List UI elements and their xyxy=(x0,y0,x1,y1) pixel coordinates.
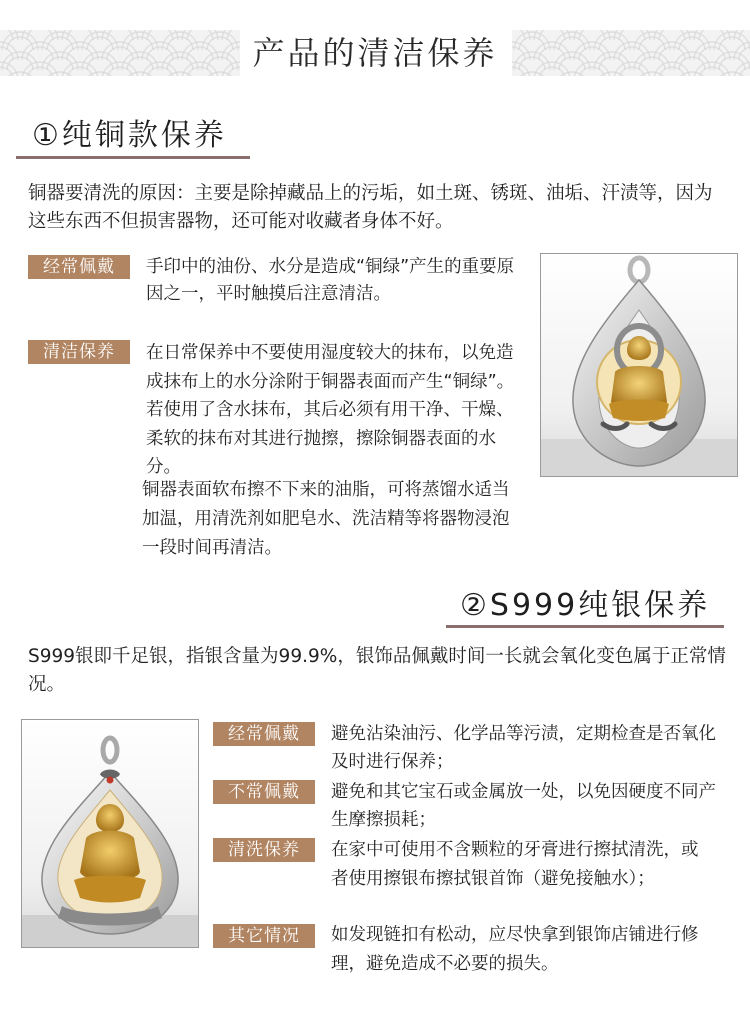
tag-clean-care: 清洁保养 xyxy=(28,340,130,364)
copper-clean-care-text: 在日常保养中不要使用湿度较大的抹布，以免造成抹布上的水分涂附于铜器表面而产生“铜绿”。若使用了含水抹布，其后必须有用干净、干燥、柔软的抹布对其进行抛擦，擦除铜器表面的水分。 xyxy=(146,343,515,477)
silver-other-situations-text: 如发现链扣有松动，应尽快拿到银饰店铺进行修理，避免造成不必要的损失。 xyxy=(331,925,699,974)
header-pattern-left xyxy=(0,30,240,76)
section-divider-copper xyxy=(16,156,250,159)
silver-intro: S999银即千足银，指银含量为99.9%，银饰品佩戴时间一长就会氧化变色属于正常情况。 xyxy=(28,646,726,695)
copper-daily-wear-text: 手印中的油份、水分是造成“铜绿”产生的重要原因之一，平时触摸后注意清洁。 xyxy=(146,257,515,304)
tag-daily-wear: 经常佩戴 xyxy=(28,255,130,279)
copper-intro: 铜器要清洗的原因：主要是除掉藏品上的污垢，如土斑、锈斑、油垢、汗渍等，因为这些东西不但损害器物，还可能对收藏者身体不好。 xyxy=(28,183,713,232)
header-pattern-right xyxy=(512,30,750,76)
tag-frequent-wear: 经常佩戴 xyxy=(213,722,315,746)
silver-pendant-image xyxy=(22,720,198,947)
silver-clean-care-text: 在家中可使用不含颗粒的牙膏进行擦拭清洗，或者使用擦银布擦拭银首饰（避免接触水）； xyxy=(331,840,699,889)
silver-frequent-wear-text: 避免沾染油污、化学品等污渍，定期检查是否氧化及时进行保养； xyxy=(331,724,716,772)
tag-infrequent-wear: 不常佩戴 xyxy=(213,780,315,804)
tag-clean-care-silver: 清洗保养 xyxy=(213,838,315,862)
section-divider-silver xyxy=(446,625,724,628)
section-title-silver: ②S999纯银保养 xyxy=(460,588,711,623)
silver-infrequent-wear-text: 避免和其它宝石或金属放一处，以免因硬度不同产生摩擦损耗； xyxy=(331,782,716,830)
copper-pendant-photo xyxy=(540,253,738,477)
silver-pendant-photo xyxy=(21,719,199,948)
section-title-copper: ①纯铜款保养 xyxy=(32,118,227,153)
tag-other-situations: 其它情况 xyxy=(213,924,315,948)
copper-extra-text: 铜器表面软布擦不下来的油脂，可将蒸馏水适当加温，用清洗剂如肥皂水、洗洁精等将器物浸泡一段时间再清洁。 xyxy=(142,480,510,558)
page-title: 产品的清洁保养 xyxy=(252,34,498,72)
copper-pendant-image xyxy=(541,254,737,476)
